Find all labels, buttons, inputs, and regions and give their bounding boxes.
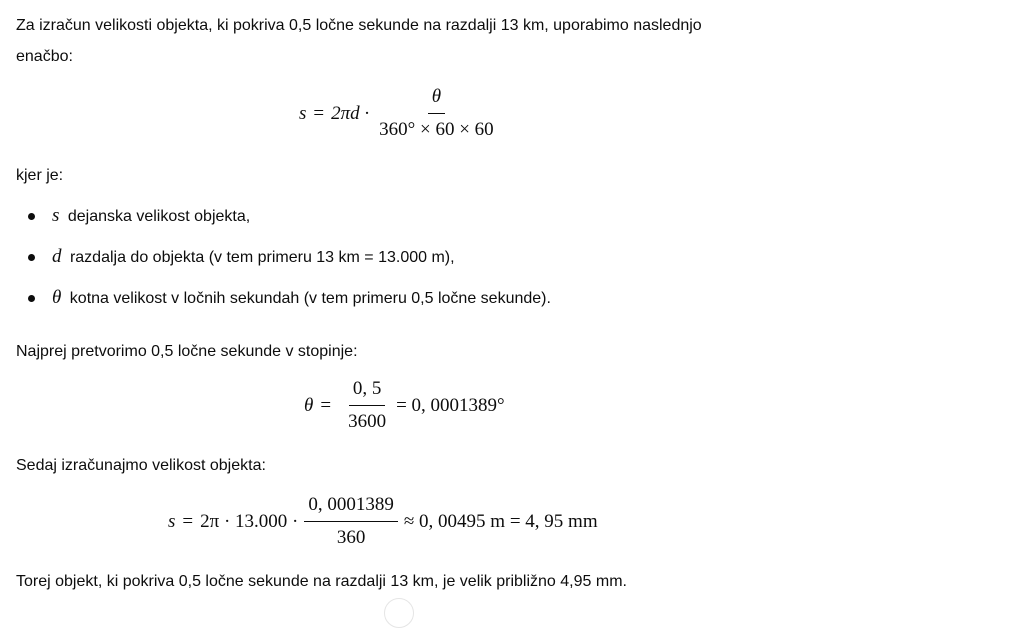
step2-text: Sedaj izračunajmo velikost objekta:	[16, 457, 266, 474]
formula-conversion-result: = 0, 0001389°	[396, 394, 505, 416]
formula-size: s = 2πd · $\frac{\theta}{360^\circ \times 60 \times 60}$	[299, 86, 504, 141]
scroll-down-button[interactable]	[384, 598, 414, 628]
list-item	[16, 196, 551, 237]
formula-result-fraction	[304, 494, 398, 549]
definition-symbol: s	[52, 205, 60, 226]
formula-conversion-fraction	[344, 378, 390, 433]
formula-size-denominator: 360° × 60 × 60	[379, 119, 494, 140]
definition-symbol: d	[52, 246, 62, 267]
intro-line-1: Za izračun velikosti objekta, ki pokriva 0,5 ločne sekunde na razdalji 13 km, uporabimo naslednjo	[16, 17, 702, 34]
formula-result-numerator: 0, 0001389	[304, 494, 398, 522]
formula-size-numerator: θ	[428, 86, 445, 114]
bullet-icon	[28, 295, 35, 302]
formula-result-value: ≈ 0, 00495 m = 4, 95 mm	[403, 510, 598, 532]
formula-conversion-lhs: θ	[304, 394, 314, 416]
formula-size-fraction	[375, 86, 498, 141]
where-label: kjer je:	[16, 167, 64, 184]
formula-conversion-numerator: 0, 5	[349, 378, 386, 406]
formula-size-lhs: s	[299, 102, 307, 124]
definition-text: kotna velikost v ločnih sekundah (v tem primeru 0,5 ločne sekunde).	[69, 290, 551, 307]
definitions-list	[16, 196, 551, 319]
step1-text: Najprej pretvorimo 0,5 ločne sekunde v stopinje:	[16, 343, 358, 360]
formula-result-denominator: 360	[336, 527, 366, 548]
intro-line-2: enačbo:	[16, 48, 73, 65]
formula-result-prefix: 2π · 13.000 ·	[200, 510, 299, 532]
definition-text: razdalja do objekta (v tem primeru 13 km = 13.000 m),	[69, 249, 455, 266]
definition-text: dejanska velikost objekta,	[67, 208, 251, 225]
formula-conversion-denominator: 3600	[348, 411, 387, 432]
formula-result: s = 2π · 13.000 · $\frac{0, 0001389}{360}$ ≈ 0, 00495 m = 4, 95 mm	[168, 494, 598, 548]
conclusion-text: Torej objekt, ki pokriva 0,5 ločne sekunde na razdalji 13 km, je velik približno 4,95 mm.	[16, 573, 627, 590]
list-item	[16, 237, 551, 278]
bullet-icon	[28, 213, 35, 220]
formula-conversion: θ = $\frac{0, 5}{3600}$ = 0, 0001389°	[304, 378, 505, 432]
bullet-icon	[28, 254, 35, 261]
list-item	[16, 278, 551, 319]
formula-result-lhs: s	[168, 510, 176, 532]
formula-size-prefix: 2πd ·	[331, 102, 370, 124]
definition-symbol: θ	[52, 287, 62, 308]
